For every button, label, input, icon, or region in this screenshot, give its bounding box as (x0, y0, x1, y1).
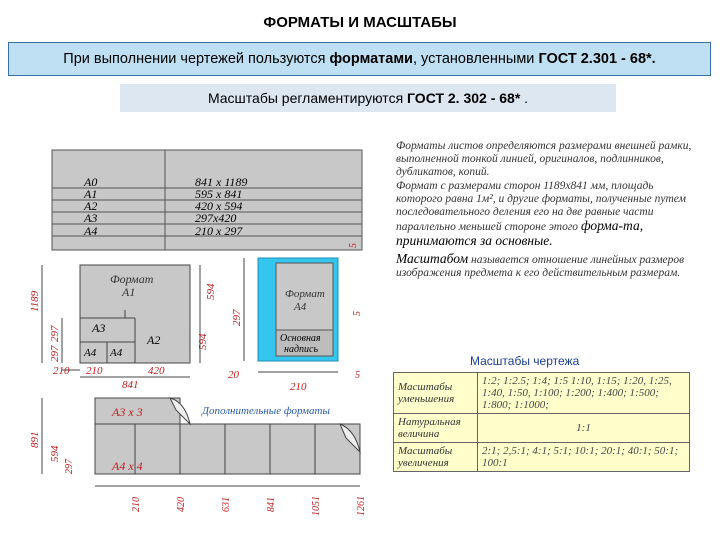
dim-bottom: 841 (266, 497, 277, 512)
format-table (52, 150, 362, 250)
table-row (394, 373, 690, 414)
scales-standard-prefix: Масштабы регламентируются (207, 90, 408, 106)
a3x3-label: А3 х 3 (112, 405, 143, 419)
additional-formats-caption: Дополнительные форматы (202, 405, 330, 417)
dim-297: 297 (64, 459, 75, 474)
base-formats-definition: Формат с размерами сторон 1189х841 мм, площадь которого равна 1м², и другие форматы, полученные путем последовательного деления его на две равные части параллельно меньшей стороне этого (396, 180, 686, 233)
scale-definition-text (396, 252, 696, 280)
format-name: А0 (84, 175, 98, 189)
dim-bottom: 1051 (311, 496, 322, 516)
scale-values: 1:1 (478, 414, 690, 443)
dim-210: 210 (86, 365, 103, 377)
base-formats-emphasis: форма- (580, 218, 624, 233)
formats-standard-code: ГОСТ 2.301 - 68*. (538, 51, 656, 67)
sheet-subdivision-diagram (29, 265, 217, 391)
dim-bottom: 210 (131, 497, 142, 512)
scale-type: Масштабы уменьшения (394, 373, 478, 414)
dim-841: 841 (122, 379, 139, 391)
dim-bottom: 631 (221, 497, 232, 512)
title-block-label: Основная (280, 333, 321, 344)
scales-standard-suffix: . (520, 90, 529, 106)
formats-definition: Форматы листов определяются размерами внешней рамки, выполненной тонкой линией, оригиналов, подлинников, дубликатов, копий. (396, 140, 692, 178)
dim-594: 594 (205, 283, 217, 300)
dim-594: 594 (49, 445, 61, 462)
dim-20: 20 (228, 369, 239, 381)
base-formats-text (396, 180, 696, 249)
format-a3-label: А3 (92, 321, 106, 335)
format-size: 210 х 297 (195, 224, 243, 238)
scale-table (393, 372, 690, 472)
a4-format-diagram (228, 243, 363, 393)
dim-5: 5 (352, 311, 363, 316)
format-a1-label: Формат (110, 272, 154, 286)
formats-word: форматами (329, 51, 413, 67)
table-row (394, 443, 690, 472)
scale-definition: называется отношение линейных размеров изображения предмета к его действительным размерам. (396, 254, 685, 279)
scale-table-caption: Масштабы чертежа (470, 354, 580, 368)
dim-5: 5 (355, 370, 360, 381)
scale-values: 2:1; 2,5:1; 4:1; 5:1; 10:1; 20:1; 40:1; 50:1; 100:1 (478, 443, 690, 472)
dim-1189: 1189 (29, 290, 41, 312)
dim-210: 210 (53, 365, 70, 377)
dim-210: 210 (290, 381, 307, 393)
dim-5: 5 (348, 243, 359, 248)
format-name: А4 (84, 224, 98, 238)
formats-standard-middle: , установленными (412, 51, 539, 67)
a4-format-label: Формат (285, 288, 325, 300)
format-a1-name: А1 (122, 285, 136, 299)
formats-description (396, 140, 696, 280)
dim-297: 297 (49, 325, 61, 342)
a4-format-name: А4 (294, 301, 307, 313)
format-size: 841 х 1189 (195, 175, 248, 189)
dim-bottom: 420 (176, 497, 187, 512)
format-a4-label: А4 (110, 347, 123, 359)
dim-297: 297 (231, 309, 243, 326)
formats-standard-prefix: При выполнении чертежей пользуются (63, 51, 330, 67)
page-title: ФОРМАТЫ И МАСШТАБЫ (263, 14, 457, 31)
scale-term: Масштабом (396, 251, 469, 266)
dim-594: 594 (197, 333, 209, 350)
dim-891: 891 (29, 431, 41, 448)
format-size: 595 х 841 (195, 187, 243, 201)
format-name: А2 (84, 199, 98, 213)
format-a4-label: А4 (84, 347, 97, 359)
format-size: 420 х 594 (195, 199, 243, 213)
scales-standard-code: ГОСТ 2. 302 - 68* (407, 90, 521, 106)
format-name: А3 (84, 211, 98, 225)
title-block-label: надпись (284, 344, 319, 355)
dim-bottom: 1261 (356, 496, 367, 516)
dim-297: 297 (49, 345, 61, 362)
formats-standard-banner (8, 42, 711, 76)
scales-standard-banner (120, 84, 616, 112)
scale-type: Масштабы увеличения (394, 443, 478, 472)
table-row (394, 414, 690, 443)
additional-formats-diagram (29, 398, 367, 516)
format-name: А1 (84, 187, 98, 201)
dim-420: 420 (148, 365, 165, 377)
scale-values: 1:2; 1:2.5; 1:4; 1:5 1:10, 1:15; 1:20, 1:25, 1:40, 1:50, 1:100; 1:200; 1:400; 1:500; 1:800; 1:1000; (478, 373, 690, 414)
base-formats-emphasis-2: та, принимаются за основные. (396, 218, 644, 248)
a4x4-label: А4 х 4 (112, 459, 143, 473)
format-a2-label: А2 (147, 333, 161, 347)
formats-drawing (0, 140, 390, 540)
format-size: 297х420 (195, 211, 237, 225)
scale-type: Натуральная величина (394, 414, 478, 443)
